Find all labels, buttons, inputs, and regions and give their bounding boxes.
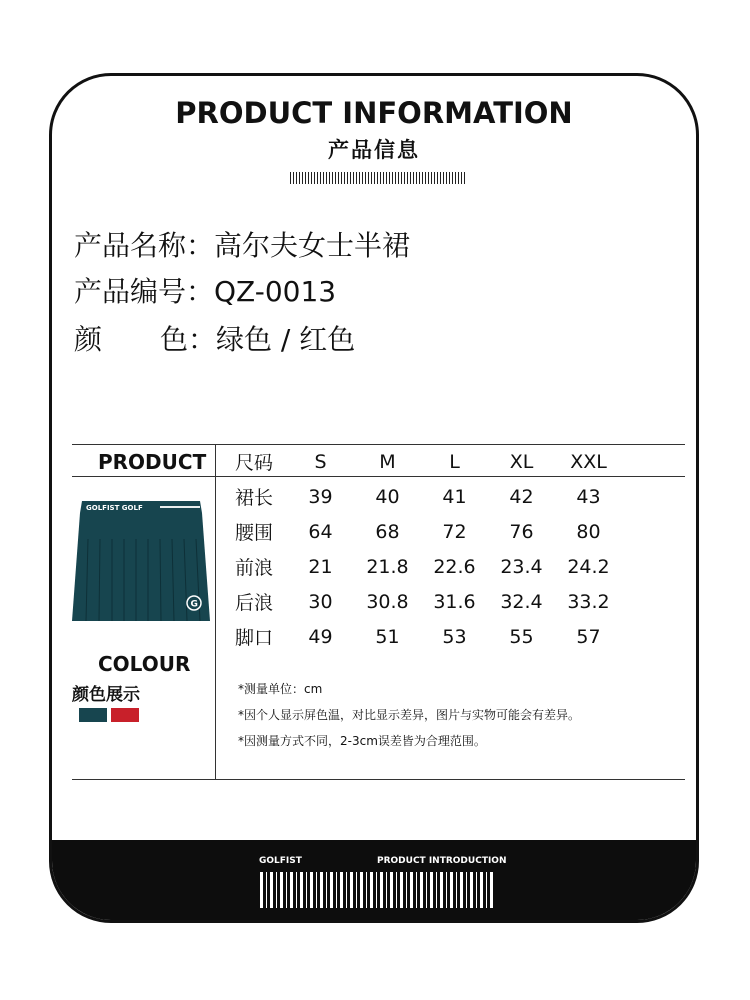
table-cell: 55 [509,625,534,648]
product-heading: PRODUCT [98,450,207,474]
product-name-value: 高尔夫女士半裙 [214,229,411,262]
notes [238,681,580,759]
table-cell: 80 [576,520,601,543]
row-label: 脚口 [235,627,274,649]
table-cell: 39 [308,485,333,508]
table-cell: 23.4 [500,555,543,578]
table-cell: 42 [509,485,534,508]
skirt-image [72,499,210,625]
size-table [215,444,685,654]
skirt-waistband-text: GOLFIST GOLF [86,504,143,512]
product-code-value: QZ-0013 [214,275,337,308]
product-name-line [74,224,410,264]
product-color-value: 绿色 / 红色 [216,323,356,356]
colour-subheading: 颜色展示 [72,685,140,705]
table-row [215,514,685,549]
size-cell: L [449,450,460,473]
product-info-card [49,73,699,923]
table-cell: 21 [308,555,333,578]
table-cell: 41 [442,485,467,508]
footer-brand: GOLFIST [259,856,302,866]
table-row [215,619,685,654]
table-cell: 21.8 [366,555,409,578]
size-cell: XXL [570,450,607,473]
product-code-label: 产品编号： [74,275,215,308]
size-cell: M [379,450,396,473]
table-cell: 64 [308,520,333,543]
table-cell: 49 [308,625,333,648]
table-cell: 43 [576,485,601,508]
table-cell: 72 [442,520,467,543]
row-label: 腰围 [235,522,274,544]
colour-heading: COLOUR [98,652,191,676]
product-color-label-1: 颜 [74,323,103,356]
colour-swatch-green [79,708,107,722]
skirt-badge-text: G [190,599,198,610]
table-cell: 53 [442,625,467,648]
skirt-body [72,513,210,621]
note-item: *因测量方式不同，2-3cm误差皆为合理范围。 [238,734,486,748]
colour-swatch-red [111,708,139,722]
product-color-line [74,318,355,358]
row-label: 前浪 [235,557,274,579]
product-color-label-2: 色： [160,323,217,356]
header-barcode-icon [290,172,465,184]
table-cell: 22.6 [433,555,476,578]
page-title: PRODUCT INFORMATION [175,96,573,130]
size-cell: XL [509,450,534,473]
footer-intro: PRODUCT INTRODUCTION [377,856,507,866]
table-cell: 31.6 [433,590,476,613]
row-label: 裙长 [235,487,274,509]
footer [52,840,696,920]
footer-barcode-icon [260,872,495,908]
table-row [215,479,685,514]
table-cell: 32.4 [500,590,543,613]
table-cell: 51 [375,625,400,648]
table-row [215,549,685,584]
row-label: 后浪 [235,592,274,614]
table-row [215,584,685,619]
table-bottom-rule [72,779,685,780]
table-cell: 57 [576,625,601,648]
table-cell: 33.2 [567,590,610,613]
table-cell: 24.2 [567,555,610,578]
product-name-label: 产品名称： [74,229,215,262]
table-cell: 76 [509,520,534,543]
product-code-line [74,270,336,310]
size-cell: S [314,450,327,473]
size-header-label: 尺码 [235,452,274,474]
size-header-row [215,444,685,479]
page-subtitle: 产品信息 [328,138,420,162]
table-cell: 40 [375,485,400,508]
table-cell: 68 [375,520,400,543]
note-item: *测量单位：cm [238,682,323,696]
note-item: *因个人显示屏色温，对比显示差异，图片与实物可能会有差异。 [238,708,581,722]
table-cell: 30.8 [366,590,409,613]
table-cell: 30 [308,590,333,613]
